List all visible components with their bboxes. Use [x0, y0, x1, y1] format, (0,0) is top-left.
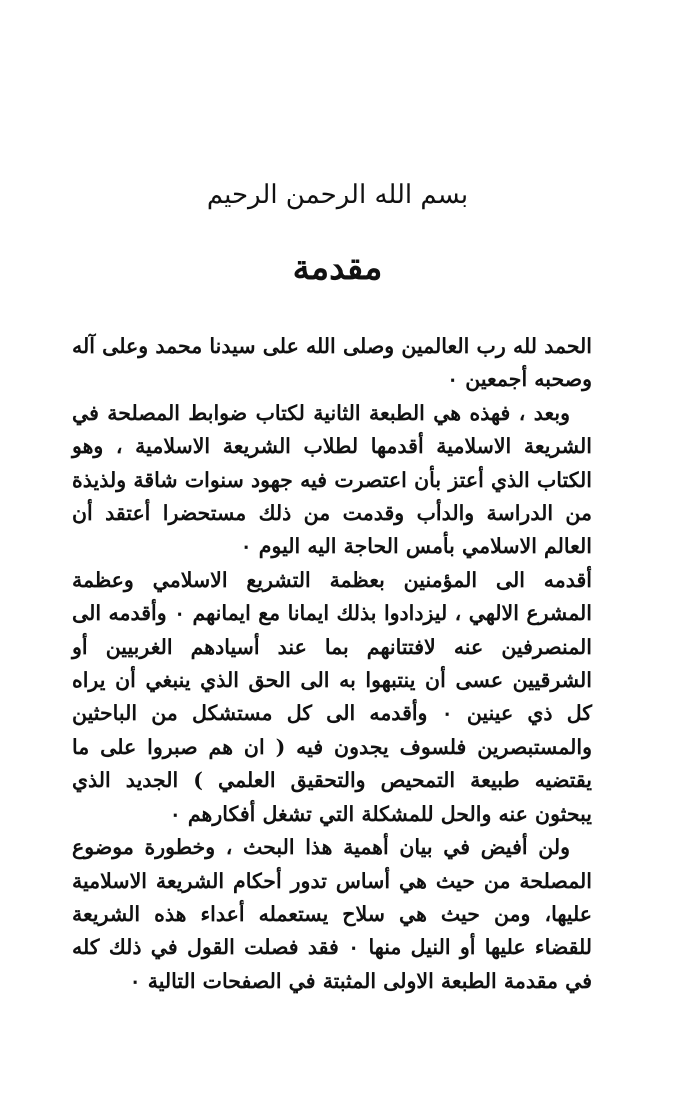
paragraph-1: الحمد لله رب العالمين وصلى الله على سيدنا محمد وعلى آله وصحبه أجمعين ٠ — [72, 334, 592, 392]
page-title: مقدمة — [292, 248, 383, 288]
paragraph-3: أقدمه الى المؤمنين بعظمة التشريع الاسلامي وعظمة المشرع الالهي ، ليزدادوا بذلك ايمانا مع ايمانهم ٠ وأقدمه الى المنصرفين عنه لافتتانهم بما عند أسيادهم الغربيين أو الشرقيين عسى أن ينتبهوا به الى الحق الذي ينبغي أن يراه كل ذي عينين ٠ وأقدمه الى كل مستشكل من الباحثين والمستبصرين فلسوف يجدون فيه ( ان هم صبروا على ما يقتضيه طبيعة التمحيص والتحقيق العلمي ) الجديد الذي يبحثون عنه والحل للمشكلة التي تشغل أفكارهم ٠ — [72, 567, 593, 826]
basmala: بسم الله الرحمن الرحيم — [206, 180, 469, 210]
body-text — [72, 330, 592, 998]
paragraph-2: وبعد ، فهذه هي الطبعة الثانية لكتاب ضوابط المصلحة في الشريعة الاسلامية أقدمها لطلاب الشريعة الاسلامية ، وهو الكتاب الذي أعتز بأن اعتصرت فيه جهود سنوات شاقة ولذيذة من الدراسة والدأب وقدمت من ذلك مستحضرا أعتقد أن العالم الاسلامي بأمس الحاجة اليه اليوم ٠ — [72, 400, 592, 559]
paragraph-4: ولن أفيض في بيان أهمية هذا البحث ، وخطورة موضوع المصلحة من حيث هي أساس تدور أحكام الشريعة الاسلامية عليها، ومن حيث هي سلاح يستعمله أعداء هذه الشريعة للقضاء عليها أو النيل منها ٠ فقد فصلت القول في ذلك كله في مقدمة الطبعة الاولى المثبتة في الصفحات التالية ٠ — [72, 835, 593, 993]
